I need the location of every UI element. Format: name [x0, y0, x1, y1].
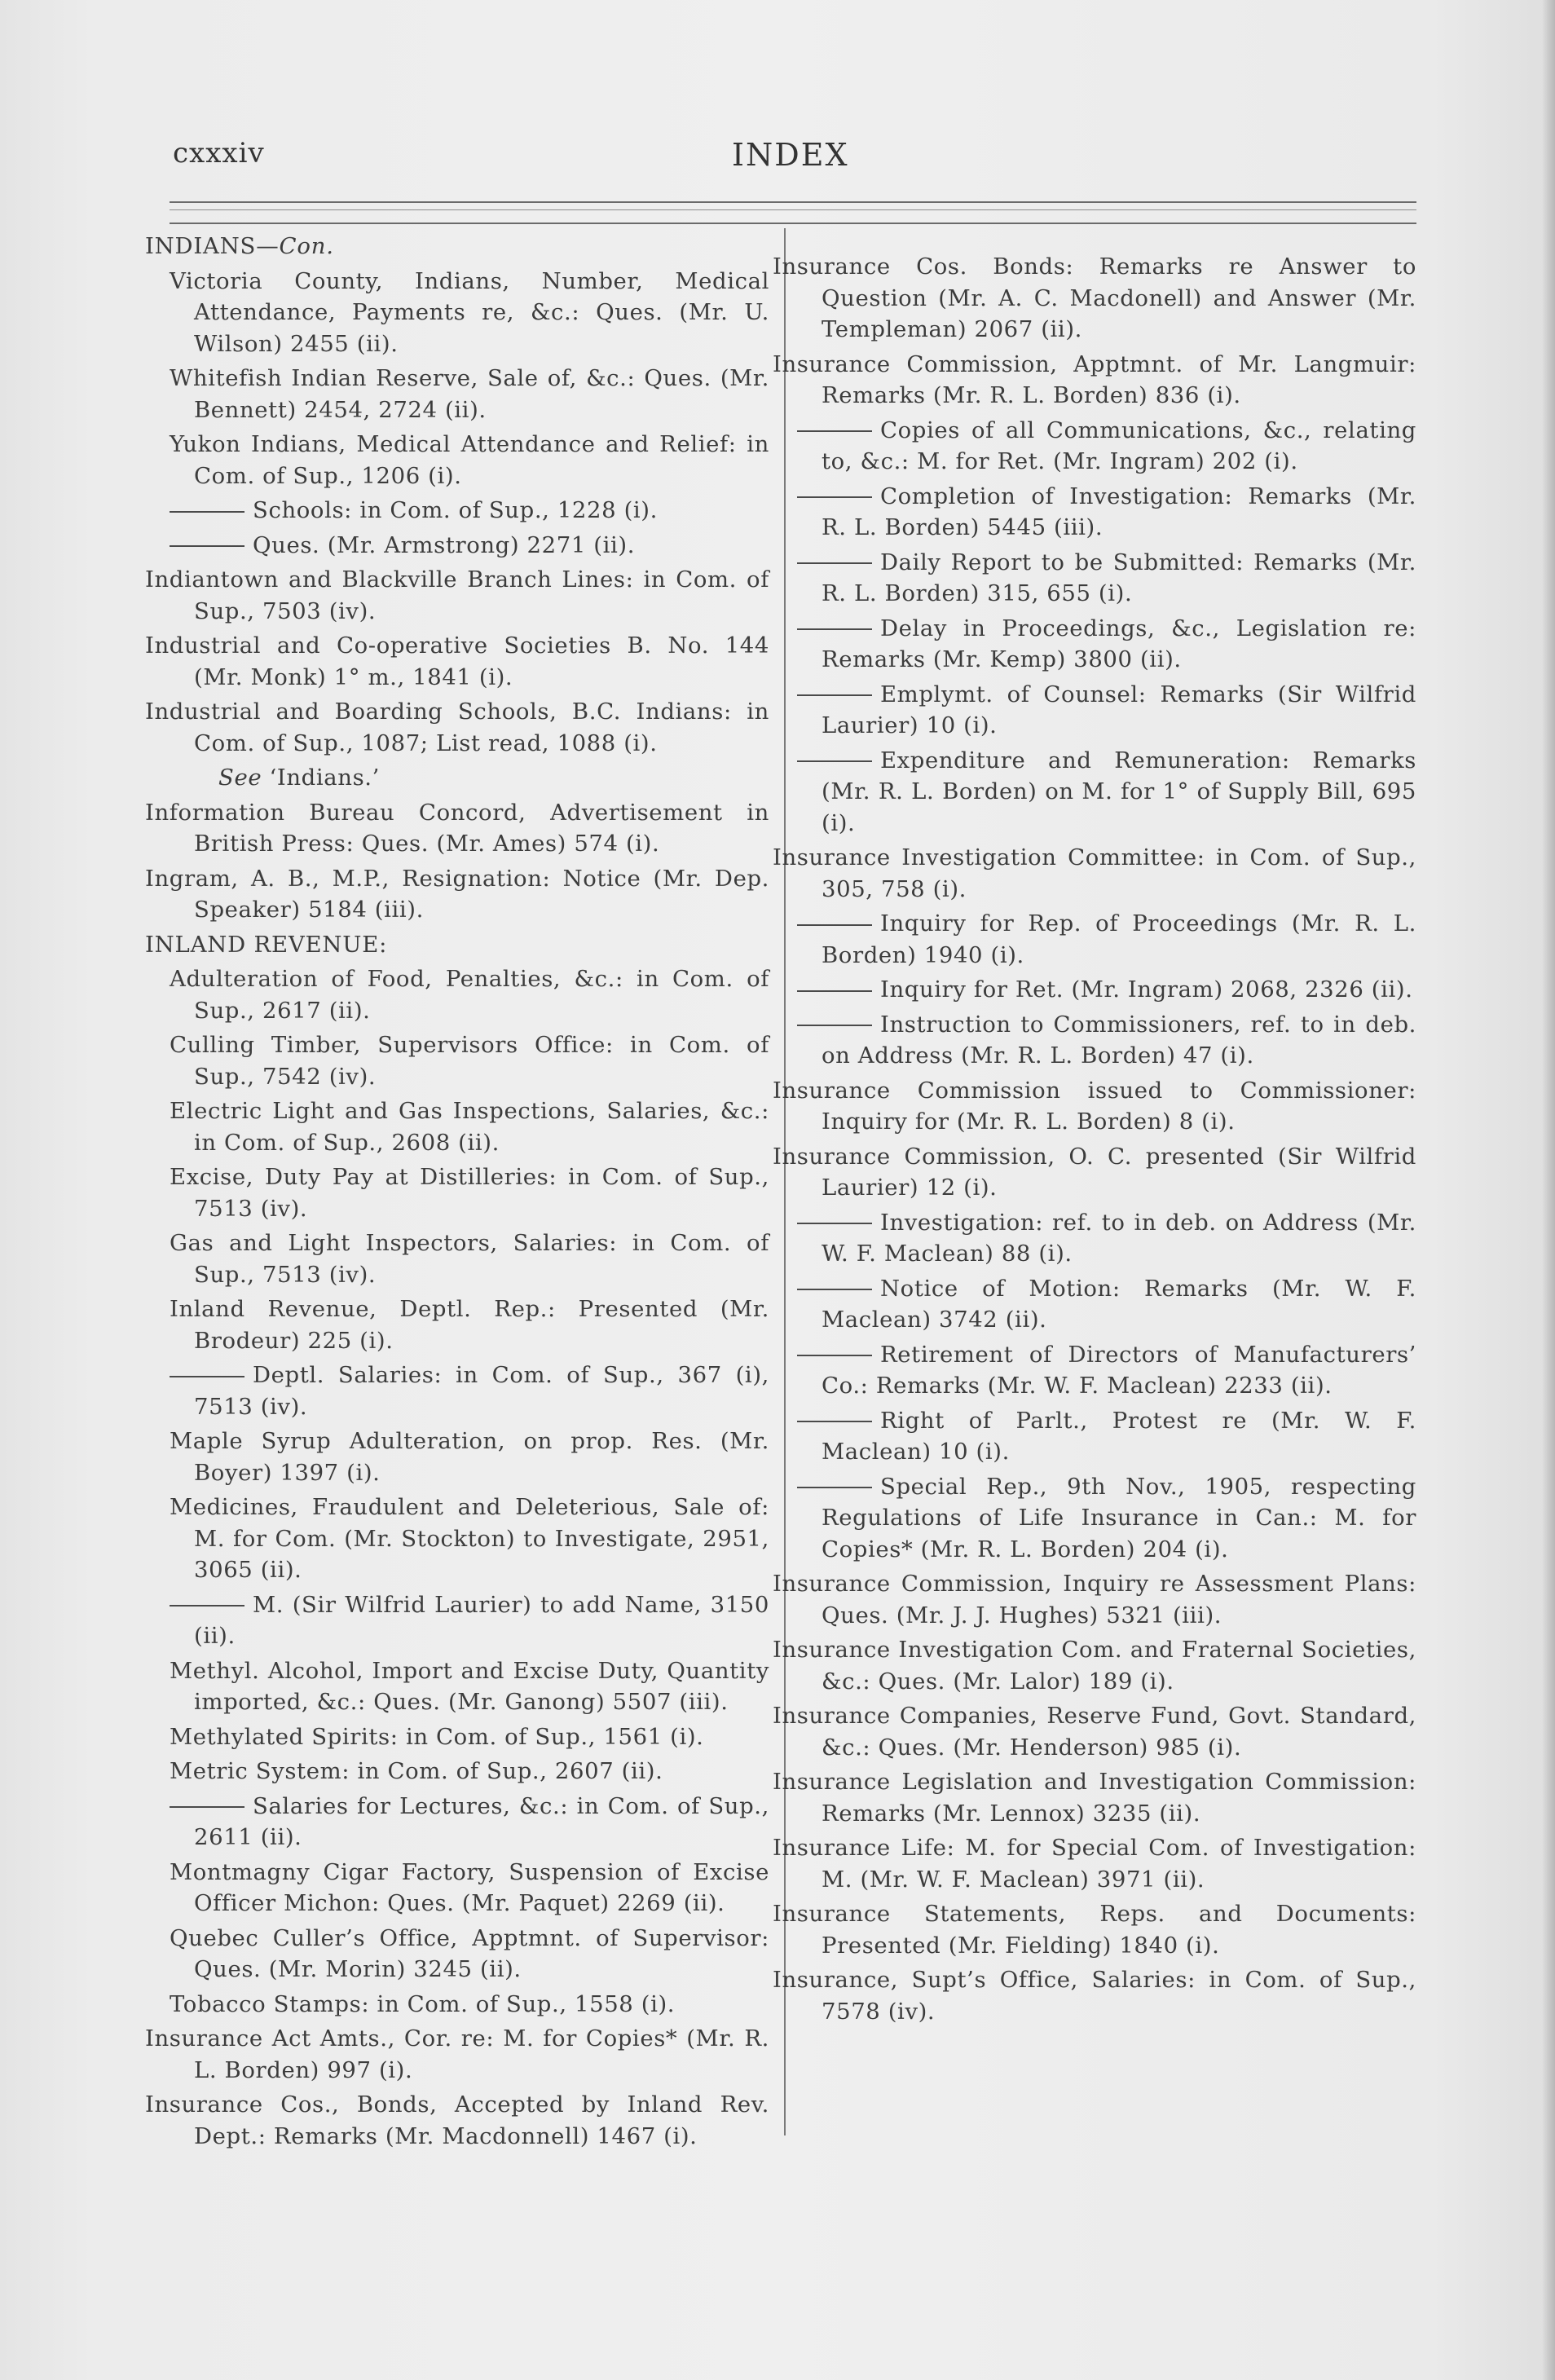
index-subentry: Investigation: ref. to in deb. on Address (Mr. W. F. Maclean) 88 (i). [773, 1207, 1416, 1270]
index-subentry: Notice of Motion: Remarks (Mr. W. F. Maclean) 3742 (ii). [773, 1273, 1416, 1336]
index-entry: Insurance Commission issued to Commissioner: Inquiry for (Mr. R. L. Borden) 8 (i). [773, 1077, 1416, 1135]
index-entry: Insurance Commission, Inquiry re Assessment Plans: Ques. (Mr. J. J. Hughes) 5321 (iii). [773, 1571, 1416, 1629]
index-entry: Whitefish Indian Reserve, Sale of, &c.: Ques. (Mr. Bennett) 2454, 2724 (ii). [170, 365, 769, 423]
index-entry: Electric Light and Gas Inspections, Salaries, &c.: in Com. of Sup., 2608 (ii). [170, 1098, 769, 1156]
index-entry: Industrial and Boarding Schools, B.C. Indians: in Com. of Sup., 1087; List read, 1088 (i). [145, 699, 769, 756]
index-entry: Insurance, Supt’s Office, Salaries: in Com. of Sup., 7578 (iv). [773, 1967, 1416, 2025]
index-entry: Insurance Life: M. for Special Com. of Investigation: M. (Mr. W. F. Maclean) 3971 (ii). [773, 1835, 1416, 1893]
index-subentry: Copies of all Communications, &c., relating to, &c.: M. for Ret. (Mr. Ingram) 202 (i). [773, 415, 1416, 478]
index-entry: Insurance Investigation Com. and Fraternal Societies, &c.: Ques. (Mr. Lalor) 189 (i). [773, 1637, 1416, 1695]
index-entry: Ingram, A. B., M.P., Resignation: Notice (Mr. Dep. Speaker) 5184 (iii). [145, 865, 769, 923]
index-entry: Metric System: in Com. of Sup., 2607 (ii). [170, 1758, 663, 1784]
index-entry: Insurance Statements, Reps. and Documents: Presented (Mr. Fielding) 1840 (i). [773, 1901, 1416, 1959]
left-column [145, 231, 769, 2155]
index-entry: Adulteration of Food, Penalties, &c.: in Com. of Sup., 2617 (ii). [170, 966, 769, 1024]
page-edge-shadow [1542, 0, 1555, 2380]
see-reference: See ‘Indians.’ [218, 765, 380, 791]
index-entry: Yukon Indians, Medical Attendance and Relief: in Com. of Sup., 1206 (i). [170, 431, 769, 489]
index-entry: Tobacco Stamps: in Com. of Sup., 1558 (i). [170, 1990, 676, 2017]
section-heading-inland-revenue: INLAND REVENUE: [145, 931, 388, 958]
index-entry: Gas and Light Inspectors, Salaries: in Com. of Sup., 7513 (iv). [170, 1230, 769, 1288]
index-subentry: Schools: in Com. of Sup., 1228 (i). [145, 495, 769, 527]
index-entry: Medicines, Fraudulent and Deleterious, Sale of: M. for Com. (Mr. Stockton) to Investigate, 2951, 3065 (ii). [170, 1494, 769, 1583]
index-entry: Methyl. Alcohol, Import and Excise Duty, Quantity imported, &c.: Ques. (Mr. Ganong) 5507 (iii). [170, 1657, 769, 1715]
index-entry: Industrial and Co-operative Societies B. No. 144 (Mr. Monk) 1° m., 1841 (i). [145, 632, 769, 690]
index-entry: Culling Timber, Supervisors Office: in Com. of Sup., 7542 (iv). [170, 1032, 769, 1090]
index-subentry: Daily Report to be Submitted: Remarks (Mr. R. L. Borden) 315, 655 (i). [773, 547, 1416, 610]
index-subentry: Special Rep., 9th Nov., 1905, respecting Regulations of Life Insurance in Can.: M. for Copies* (Mr. R. L. Borden) 204 (i). [773, 1471, 1416, 1566]
index-entry: Montmagny Cigar Factory, Suspension of Excise Officer Michon: Ques. (Mr. Paquet) 2269 (ii). [170, 1858, 769, 1916]
section-heading-indians: INDIANS—Con. [145, 233, 334, 259]
index-entry: Insurance Cos. Bonds: Remarks re Answer to Question (Mr. A. C. Macdonell) and Answer (Mr. Templeman) 2067 (ii). [773, 253, 1416, 342]
running-title: INDEX [732, 137, 849, 173]
index-subentry: Inquiry for Rep. of Proceedings (Mr. R. L. Borden) 1940 (i). [773, 908, 1416, 971]
header-rule-lower [170, 223, 1416, 224]
page-number: cxxxiv [173, 137, 265, 170]
index-entry: Insurance Investigation Committee: in Com. of Sup., 305, 758 (i). [773, 844, 1416, 902]
index-entry: Insurance Legislation and Investigation Commission: Remarks (Mr. Lennox) 3235 (ii). [773, 1769, 1416, 1827]
index-subentry: Completion of Investigation: Remarks (Mr. R. L. Borden) 5445 (iii). [773, 481, 1416, 544]
index-entry: Insurance Cos., Bonds, Accepted by Inland Rev. Dept.: Remarks (Mr. Macdonnell) 1467 (i). [145, 2091, 769, 2149]
index-entry: Excise, Duty Pay at Distilleries: in Com. of Sup., 7513 (iv). [170, 1164, 769, 1222]
index-entry: Methylated Spirits: in Com. of Sup., 1561 (i). [170, 1723, 704, 1750]
header-rule [170, 201, 1416, 203]
index-subentry: Emplymt. of Counsel: Remarks (Sir Wilfrid Laurier) 10 (i). [773, 679, 1416, 742]
index-entry: Insurance Commission, Apptmnt. of Mr. Langmuir: Remarks (Mr. R. L. Borden) 836 (i). [773, 350, 1416, 408]
index-entry: Information Bureau Concord, Advertisement in British Press: Ques. (Mr. Ames) 574 (i). [145, 799, 769, 857]
index-subentry: Delay in Proceedings, &c., Legislation re: Remarks (Mr. Kemp) 3800 (ii). [773, 613, 1416, 676]
index-subentry: M. (Sir Wilfrid Laurier) to add Name, 3150 (ii). [145, 1589, 769, 1652]
index-subentry: Deptl. Salaries: in Com. of Sup., 367 (i), 7513 (iv). [145, 1360, 769, 1422]
index-subentry: Retirement of Directors of Manufacturers’ Co.: Remarks (Mr. W. F. Maclean) 2233 (ii). [773, 1339, 1416, 1402]
index-entry: Insurance Companies, Reserve Fund, Govt. Standard, &c.: Ques. (Mr. Henderson) 985 (i). [773, 1703, 1416, 1761]
index-entry: Insurance Act Amts., Cor. re: M. for Copies* (Mr. R. L. Borden) 997 (i). [145, 2025, 769, 2083]
index-entry: Insurance Commission, O. C. presented (Sir Wilfrid Laurier) 12 (i). [773, 1143, 1416, 1201]
index-entry: Quebec Culler’s Office, Apptmnt. of Supervisor: Ques. (Mr. Morin) 3245 (ii). [170, 1924, 769, 1982]
index-entry: Indiantown and Blackville Branch Lines: in Com. of Sup., 7503 (iv). [145, 566, 769, 624]
right-column [773, 251, 1416, 2030]
index-subentry: Ques. (Mr. Armstrong) 2271 (ii). [145, 530, 769, 562]
index-entry: Inland Revenue, Deptl. Rep.: Presented (Mr. Brodeur) 225 (i). [170, 1296, 769, 1354]
index-subentry: Instruction to Commissioners, ref. to in deb. on Address (Mr. R. L. Borden) 47 (i). [773, 1009, 1416, 1072]
index-subentry: Salaries for Lectures, &c.: in Com. of Sup., 2611 (ii). [145, 1791, 769, 1853]
index-entry: Maple Syrup Adulteration, on prop. Res. (Mr. Boyer) 1397 (i). [170, 1428, 769, 1486]
index-entry: Victoria County, Indians, Number, Medical Attendance, Payments re, &c.: Ques. (Mr. U. Wilson) 2455 (ii). [170, 267, 769, 357]
header-rule-thin [170, 209, 1416, 210]
index-subentry: Right of Parlt., Protest re (Mr. W. F. Maclean) 10 (i). [773, 1405, 1416, 1468]
index-subentry: Inquiry for Ret. (Mr. Ingram) 2068, 2326 (ii). [773, 974, 1416, 1006]
index-subentry: Expenditure and Remuneration: Remarks (Mr. R. L. Borden) on M. for 1° of Supply Bill, 695 (i). [773, 745, 1416, 840]
